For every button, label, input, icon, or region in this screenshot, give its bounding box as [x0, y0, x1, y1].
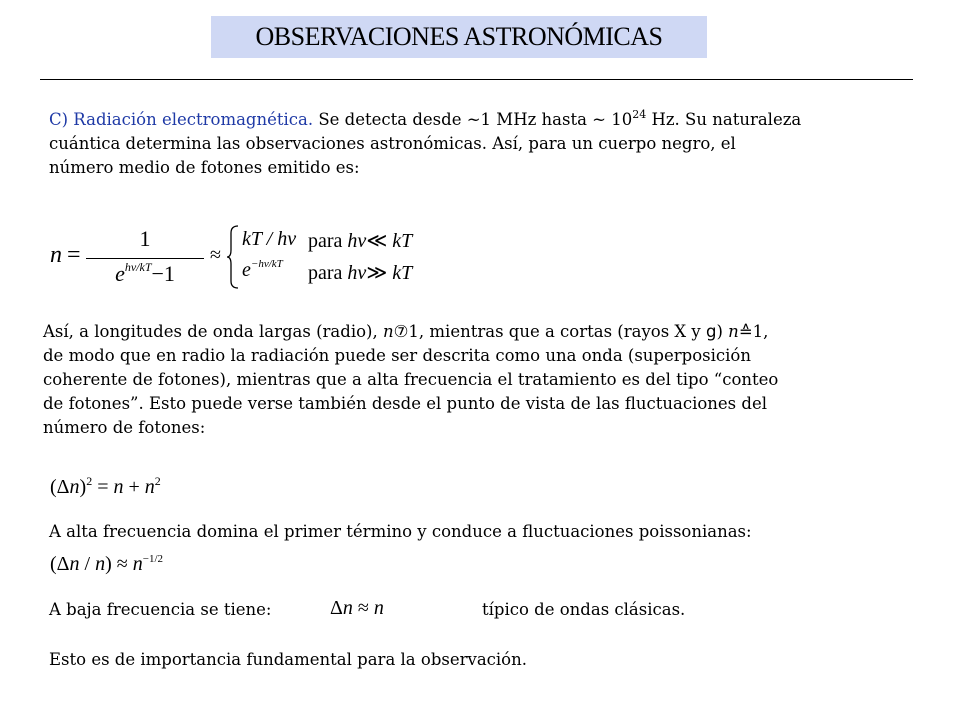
- regimes-paragraph: [43, 320, 778, 440]
- regimes-line-4: de fotones”. Esto puede verse también desde el punto de vista de las fluctuaciones del: [43, 394, 768, 413]
- classical-waves-text: típico de ondas clásicas.: [482, 600, 686, 619]
- section-c-line-1: C) Radiación electromagnética. Se detecta desde ~1 MHz hasta ~ $10^{24}$ Hz. Su naturaleza: [49, 108, 802, 129]
- occupation-number-equation: n = 1 $e^{h\nu/kT}-1$ ≈ kT / hν para hν≪ kT $e^{-h\nu/kT}$ para hν≫ kT: [50, 222, 390, 294]
- page-title-banner: [211, 16, 707, 58]
- case-low-frequency-condition: para hν≪ kT: [308, 230, 413, 252]
- fraction-denominator: $e^{h\nu/kT}-1$: [115, 260, 175, 286]
- regimes-line-1: Así, a longitudes de onda largas (radio), n⑦1, mientras que a cortas (rayos X y g) n≙1,: [43, 322, 769, 341]
- section-c-paragraph: [49, 108, 801, 180]
- case-high-frequency-condition: para hν≫ kT: [308, 262, 413, 284]
- case-low-frequency: kT / hν: [242, 228, 297, 250]
- section-label: C) Radiación electromagnética.: [49, 110, 314, 129]
- page-title: OBSERVACIONES ASTRONÓMICAS: [255, 22, 663, 51]
- fluctuation-equation: $(\Delta n)^2 = n + n^2$: [50, 474, 161, 498]
- classical-fluctuation-equation: Δn ≈ n: [330, 597, 384, 619]
- cases-brace: [226, 224, 240, 290]
- conclusion-line: Esto es de importancia fundamental para la observación.: [49, 650, 527, 669]
- poisson-fluctuation-equation: $(\Delta n / n) \approx n^{-1/2}$: [50, 553, 164, 575]
- regimes-line-3: coherente de fotones), mientras que a alta frecuencia el tratamiento es del tipo “conteo: [43, 370, 779, 389]
- section-c-line-3: número medio de fotones emitido es:: [49, 158, 360, 177]
- section-c-line-2: cuántica determina las observaciones astronómicas. Así, para un cuerpo negro, el: [49, 134, 736, 153]
- high-frequency-line: A alta frecuencia domina el primer término y conduce a fluctuaciones poissonianas:: [49, 522, 752, 541]
- regimes-line-5: número de fotones:: [43, 418, 206, 437]
- fraction-numerator: 1: [139, 226, 151, 251]
- case-high-frequency: $e^{-h\nu/kT}$: [242, 258, 283, 281]
- regimes-line-2: de modo que en radio la radiación puede ser descrita como una onda (superposición: [43, 346, 751, 365]
- title-divider: [40, 79, 913, 80]
- low-frequency-label: A baja frecuencia se tiene:: [49, 600, 272, 619]
- fraction-bar: [86, 258, 204, 259]
